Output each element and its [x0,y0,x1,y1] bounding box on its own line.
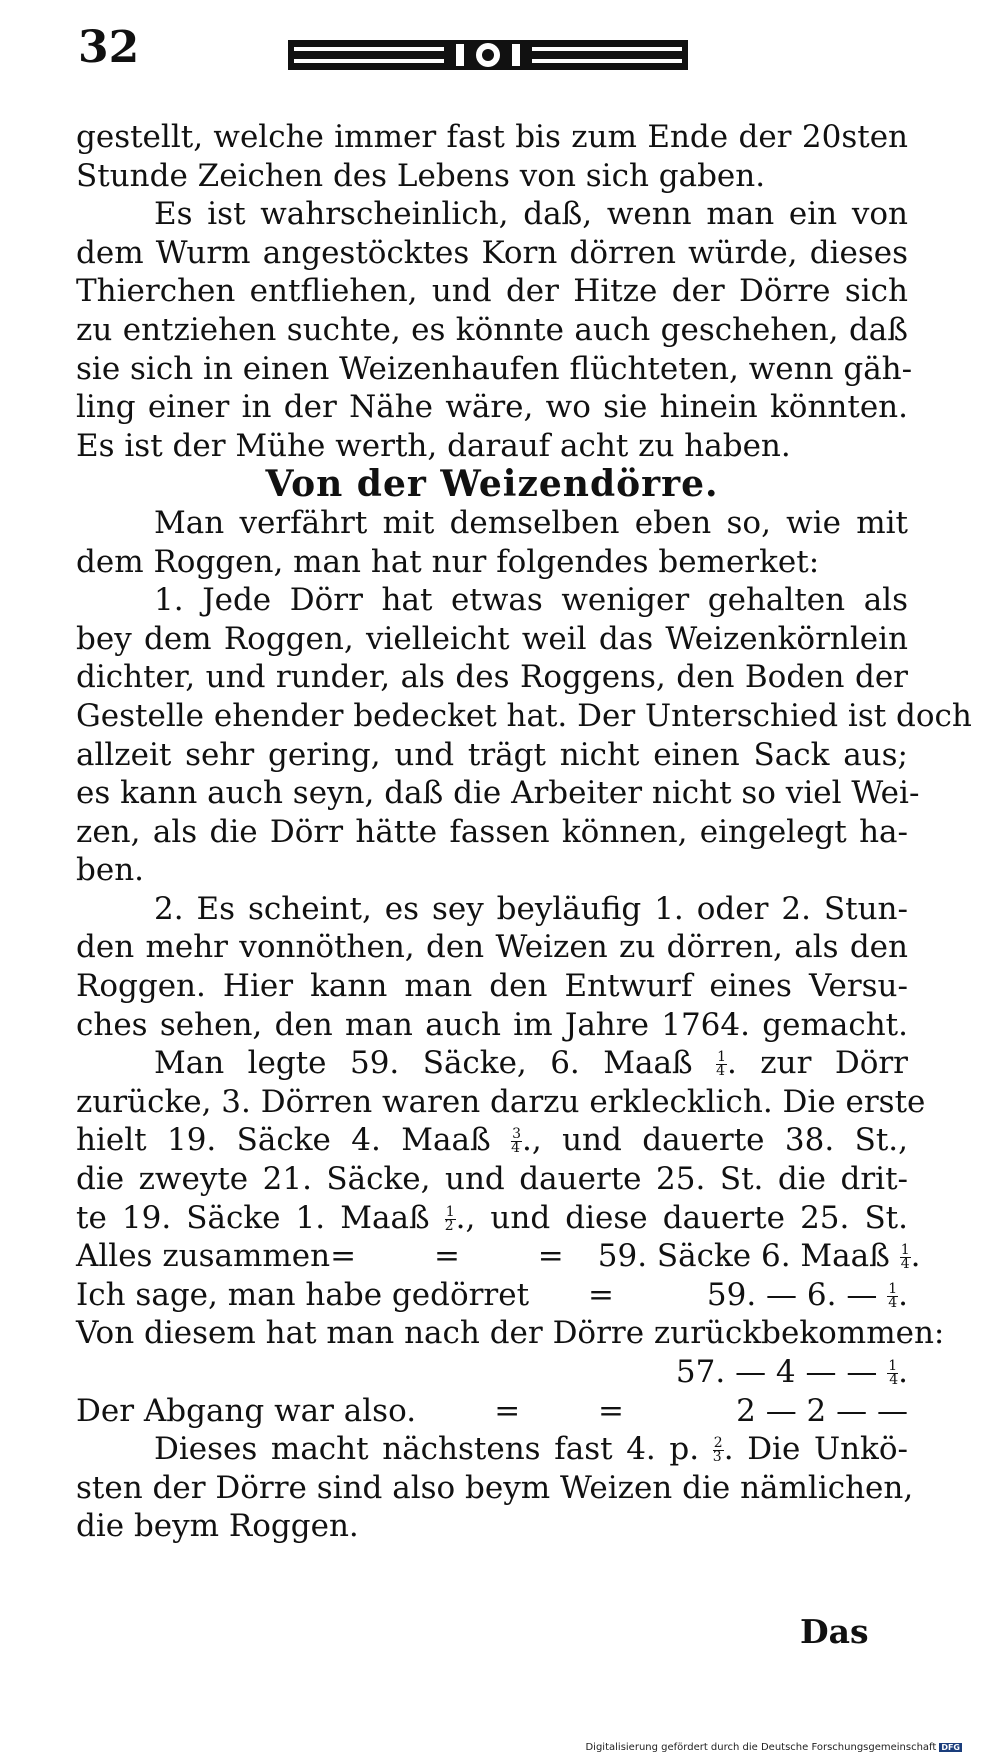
page-number: 32 [78,22,140,73]
text-line: dem Roggen, man hat nur folgendes bemerket: [76,543,820,580]
text-line: die beym Roggen. [76,1508,359,1545]
text-line: dichter, und runder, als des Roggens, den Boden der [76,659,908,696]
fraction: $\frac{2}{3}$ [712,1435,723,1466]
text-line: 2. Es scheint, es sey beyläufig 1. oder 2. Stun- [154,890,908,927]
text-line: zurücke, 3. Dörren waren darzu erklecklich. Die erste [76,1083,926,1120]
text-line: Man verfährt mit demselben eben so, wie mit [154,504,908,541]
text-line: zen, als die Dörr hätte fassen können, eingelegt ha- [76,813,908,850]
tally-row-returned-label: Von diesem hat man nach der Dörre zurückbekommen: [76,1315,945,1352]
catchword: Das [800,1612,869,1651]
text-line: sie sich in einen Weizenhaufen flüchteten, wenn gäh- [76,350,913,387]
text-line: die zweyte 21. Säcke, und dauerte 25. St. die drit- [76,1161,908,1198]
section-heading: Von der Weizendörre. [265,463,719,506]
text-line: gestellt, welche immer fast bis zum Ende der 20sten [76,119,908,155]
text-line: hielt 19. Säcke 4. Maaß $\frac{3}{4}$ ., und dauerte 38. St., [76,1122,908,1159]
text-line: Roggen. Hier kann man den Entwurf eines Versu- [76,968,908,1005]
text-line: den mehr vonnöthen, den Weizen zu dörren, als den [76,929,908,966]
text-line: es kann auch seyn, daß die Arbeiter nicht so viel Wei- [76,775,920,812]
text-line: ling einer in der Nähe wäre, wo sie hinein könnten. [76,389,908,426]
tally-row-returned-value: 57. — 4 — — $\frac{1}{4}$ . [675,1354,908,1390]
fraction: $\frac{1}{4}$ [900,1242,910,1273]
text-line: Es ist wahrscheinlich, daß, wenn man ein von [154,196,908,233]
text-line: Stunde Zeichen des Lebens von sich gaben. [76,157,766,194]
text-line: ben. [76,852,145,889]
text-line: Gestelle ehender bedecket hat. Der Unterschied ist doch [76,697,972,734]
fraction: $\frac{3}{4}$ [511,1126,521,1157]
text-line: 1. Jede Dörr hat etwas weniger gehalten als [154,582,908,619]
dfg-logo-icon: DFG [941,1743,960,1752]
fraction: $\frac{1}{2}$ [444,1203,455,1234]
text-lines [76,118,972,1044]
text-line: dem Wurm angestöcktes Korn dörren würde, dieses [76,234,908,271]
fraction: $\frac{1}{4}$ [716,1049,726,1080]
text-line: Es ist der Mühe werth, darauf acht zu haben. [76,427,791,464]
text-line: zu entziehen suchte, es könnte auch geschehen, daß [76,311,908,348]
digitization-footer: Digitalisierung gefördert durch die Deutsche Forschungsgemeinschaft DFG [585,1742,960,1753]
tally-row-total: Alles zusammen = = = 59. Säcke 6. Maaß $\frac{1}{4}$ . [76,1238,921,1275]
tally-row-dried: Ich sage, man habe gedörret = 59. — 6. — $\frac{1}{4}$ . [76,1276,908,1313]
text-line: sten der Dörre sind also beym Weizen die nämlichen, [76,1469,914,1506]
fraction: $\frac{1}{4}$ [888,1358,899,1388]
text-line: Thierchen entfliehen, und der Hitze der Dörre sich [76,273,908,310]
text-line: bey dem Roggen, vielleicht weil das Weizenkörnlein [76,620,908,657]
text-line: allzeit sehr gering, und trägt nicht einen Sack aus; [76,736,908,773]
text-line: ches sehen, den man auch im Jahre 1764. gemacht. [76,1006,908,1043]
body-text [76,118,972,1546]
fraction: $\frac{1}{4}$ [888,1280,898,1311]
text-line: Man legte 59. Säcke, 6. Maaß $\frac{1}{4}$ . zur Dörr [154,1045,908,1082]
text-line: te 19. Säcke 1. Maaß $\frac{1}{2}$ ., und diese dauerte 25. St. [76,1199,908,1236]
text-line: Dieses macht nächstens fast 4. p. $\frac{2}{3}$ . Die Unkö- [154,1431,908,1468]
tally-row-loss: Der Abgang war also. = = 2 — 2 — — [76,1392,908,1429]
header-ornament [288,36,688,74]
